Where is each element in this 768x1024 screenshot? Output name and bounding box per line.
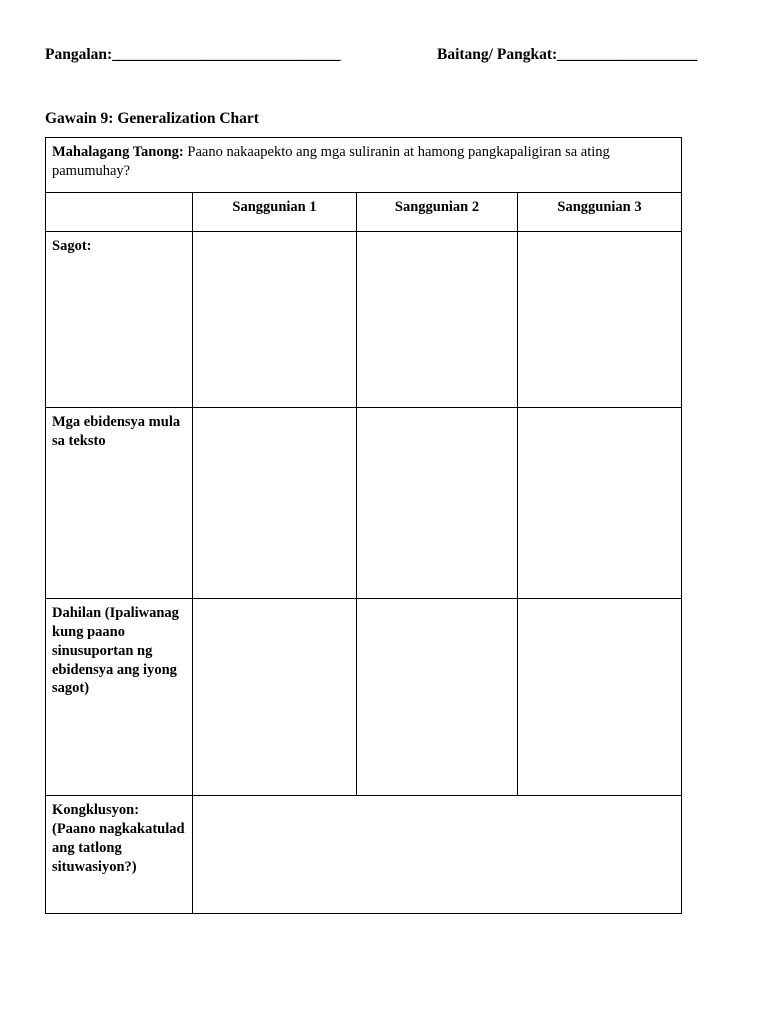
name-field-group — [45, 46, 340, 64]
answer-cell-source-1[interactable] — [193, 232, 357, 408]
evidence-cell-source-3[interactable] — [518, 408, 682, 599]
section-label: Baitang/ Pangkat: — [437, 46, 558, 63]
table-row-question — [46, 138, 682, 193]
section-field-group — [437, 46, 697, 64]
essential-question-cell — [46, 138, 682, 193]
table-row-answer — [46, 232, 682, 408]
activity-title: Gawain 9: Generalization Chart — [45, 110, 259, 127]
column-header-source-3: Sanggunian 3 — [518, 193, 682, 232]
evidence-cell-source-1[interactable] — [193, 408, 357, 599]
name-label: Pangalan: — [45, 46, 113, 63]
reasoning-cell-source-2[interactable] — [357, 599, 518, 796]
table-row-column-headers — [46, 193, 682, 232]
answer-cell-source-3[interactable] — [518, 232, 682, 408]
name-write-line[interactable]: _______________________________ — [112, 46, 341, 63]
essential-question-label: Mahalagang Tanong: — [52, 144, 184, 160]
section-write-line[interactable]: ___________________ — [557, 46, 697, 63]
column-header-corner — [46, 193, 193, 232]
evidence-cell-source-2[interactable] — [357, 408, 518, 599]
row-label-answer: Sagot: — [46, 232, 193, 408]
table-row-reasoning — [46, 599, 682, 796]
answer-cell-source-2[interactable] — [357, 232, 518, 408]
column-header-source-1: Sanggunian 1 — [193, 193, 357, 232]
reasoning-cell-source-3[interactable] — [518, 599, 682, 796]
row-label-reasoning: Dahilan (Ipaliwanag kung paano sinusuportan ng ebidensya ang iyong sagot) — [46, 599, 193, 796]
student-info-row — [45, 46, 723, 68]
row-label-evidence: Mga ebidensya mula sa teksto — [46, 408, 193, 599]
generalization-chart-table — [45, 137, 682, 914]
column-header-source-2: Sanggunian 2 — [357, 193, 518, 232]
table-row-evidence — [46, 408, 682, 599]
essential-question-text: Paano nakaapekto ang mga suliranin at hamong pangkapaligiran sa ating pamumuhay? — [52, 144, 610, 179]
table-row-conclusion — [46, 796, 682, 914]
conclusion-cell-merged[interactable] — [193, 796, 682, 914]
reasoning-cell-source-1[interactable] — [193, 599, 357, 796]
row-label-conclusion: Kongklusyon: (Paano nagkakatulad ang tatlong situwasiyon?) — [46, 796, 193, 914]
